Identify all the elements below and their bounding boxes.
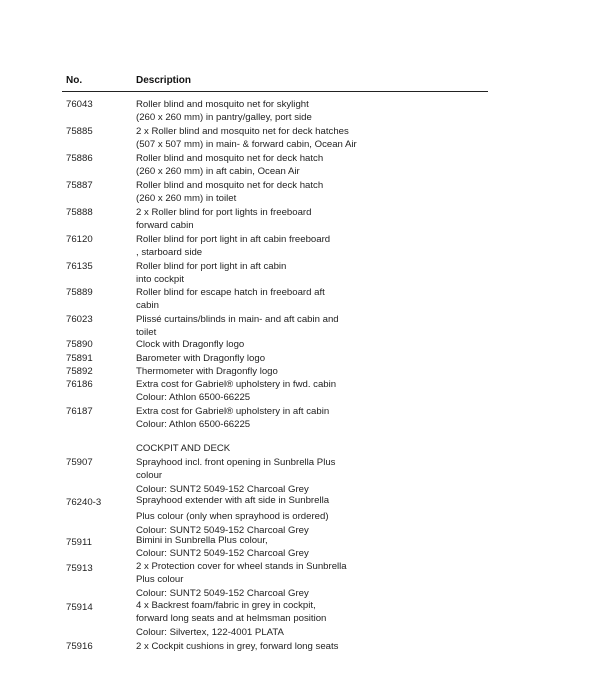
item-number: 75907 [66, 457, 93, 468]
column-header-no: No. [66, 75, 83, 86]
description-line: Plus colour [136, 574, 184, 586]
description-line: (507 x 507 mm) in main- & forward cabin, Ocean Air [136, 139, 357, 151]
description-line: 4 x Backrest foam/fabric in grey in cockpit, [136, 600, 316, 611]
description-line: Colour: Silvertex, 122-4001 PLATA [136, 626, 284, 638]
item-description [136, 233, 436, 260]
item-description [136, 365, 436, 378]
item-number: 75913 [66, 563, 93, 574]
item-description [136, 152, 436, 179]
item-description [136, 338, 436, 351]
description-line: Colour: Athlon 6500-66225 [136, 392, 251, 404]
description-line: Colour: Athlon 6500-66225 [136, 419, 251, 431]
item-number: 75911 [66, 537, 92, 548]
item-number: 75890 [66, 339, 93, 350]
section-heading: COCKPIT AND DECK [136, 443, 231, 454]
item-description [136, 313, 436, 340]
item-number: 75916 [66, 641, 93, 652]
description-line: Roller blind and mosquito net for deck hatch [136, 153, 324, 164]
item-description [136, 260, 436, 287]
description-line: Thermometer with Dragonfly logo [136, 366, 278, 377]
item-number: 76240-3 [66, 497, 102, 508]
description-line: Roller blind for port light in aft cabin freeboard [136, 234, 331, 245]
item-number: 76187 [66, 406, 93, 417]
item-description [136, 599, 436, 639]
item-description [136, 640, 436, 653]
item-description [136, 286, 436, 313]
item-number: 75887 [66, 180, 93, 191]
item-number: 75886 [66, 153, 93, 164]
item-number: 75889 [66, 287, 93, 298]
description-line: Extra cost for Gabriel® upholstery in aft cabin [136, 406, 330, 417]
description-line: Roller blind and mosquito net for deck hatch [136, 180, 324, 191]
item-number: 76135 [66, 261, 93, 272]
item-description [136, 179, 436, 206]
item-number: 76186 [66, 379, 93, 390]
description-line: Colour: SUNT2 5049-152 Charcoal Grey [136, 483, 309, 495]
description-line: , starboard side [136, 247, 203, 259]
item-number: 76120 [66, 234, 93, 245]
item-description [136, 378, 436, 405]
description-line: Barometer with Dragonfly logo [136, 353, 266, 364]
description-line: forward cabin [136, 220, 194, 232]
description-line: Roller blind for escape hatch in freeboard aft [136, 287, 325, 298]
item-number: 75891 [66, 353, 93, 364]
item-description [136, 405, 436, 432]
item-number: 75914 [66, 602, 93, 613]
description-line: Plus colour (only when sprayhood is ordered) [136, 511, 329, 523]
item-description [136, 125, 436, 152]
item-description [136, 206, 436, 233]
description-line: 2 x Protection cover for wheel stands in Sunbrella [136, 561, 347, 572]
item-description [136, 534, 436, 561]
item-number: 75885 [66, 126, 93, 137]
item-number: 75888 [66, 207, 93, 218]
item-description [136, 98, 436, 125]
description-line: Colour: SUNT2 5049-152 Charcoal Grey [136, 587, 309, 599]
description-line: 2 x Roller blind and mosquito net for deck hatches [136, 126, 349, 137]
description-line: Roller blind for port light in aft cabin [136, 261, 287, 272]
description-line: (260 x 260 mm) in aft cabin, Ocean Air [136, 166, 300, 178]
description-line: Roller blind and mosquito net for skylight [136, 99, 309, 110]
description-line: Colour: SUNT2 5049-152 Charcoal Grey [136, 548, 309, 560]
description-line: Sprayhood incl. front opening in Sunbrella Plus [136, 457, 336, 468]
description-line: (260 x 260 mm) in toilet [136, 193, 237, 205]
column-header-description: Description [136, 75, 192, 86]
description-line: forward long seats and at helmsman position [136, 613, 327, 625]
table-header [66, 74, 486, 88]
item-number: 76043 [66, 99, 93, 110]
description-line: Bimini in Sunbrella Plus colour, [136, 535, 268, 546]
item-number: 76023 [66, 314, 93, 325]
description-line: Plissé curtains/blinds in main- and aft cabin and [136, 314, 339, 325]
description-line: cabin [136, 300, 159, 312]
description-line: toilet [136, 327, 157, 339]
description-line: Sprayhood extender with aft side in Sunbrella [136, 495, 330, 506]
description-line: Colour: SUNT2 5049-152 Charcoal Grey [136, 524, 309, 536]
description-line: Extra cost for Gabriel® upholstery in fwd. cabin [136, 379, 337, 390]
description-line: into cockpit [136, 274, 184, 286]
item-description [136, 456, 436, 496]
description-line: 2 x Cockpit cushions in grey, forward long seats [136, 641, 339, 652]
item-number: 75892 [66, 366, 93, 377]
description-line: Clock with Dragonfly logo [136, 339, 245, 350]
header-divider [62, 91, 488, 92]
item-description [136, 352, 436, 365]
item-description [136, 560, 436, 600]
item-description [136, 494, 436, 537]
description-line: colour [136, 470, 163, 482]
description-line: (260 x 260 mm) in pantry/galley, port side [136, 112, 312, 124]
description-line: 2 x Roller blind for port lights in freeboard [136, 207, 312, 218]
